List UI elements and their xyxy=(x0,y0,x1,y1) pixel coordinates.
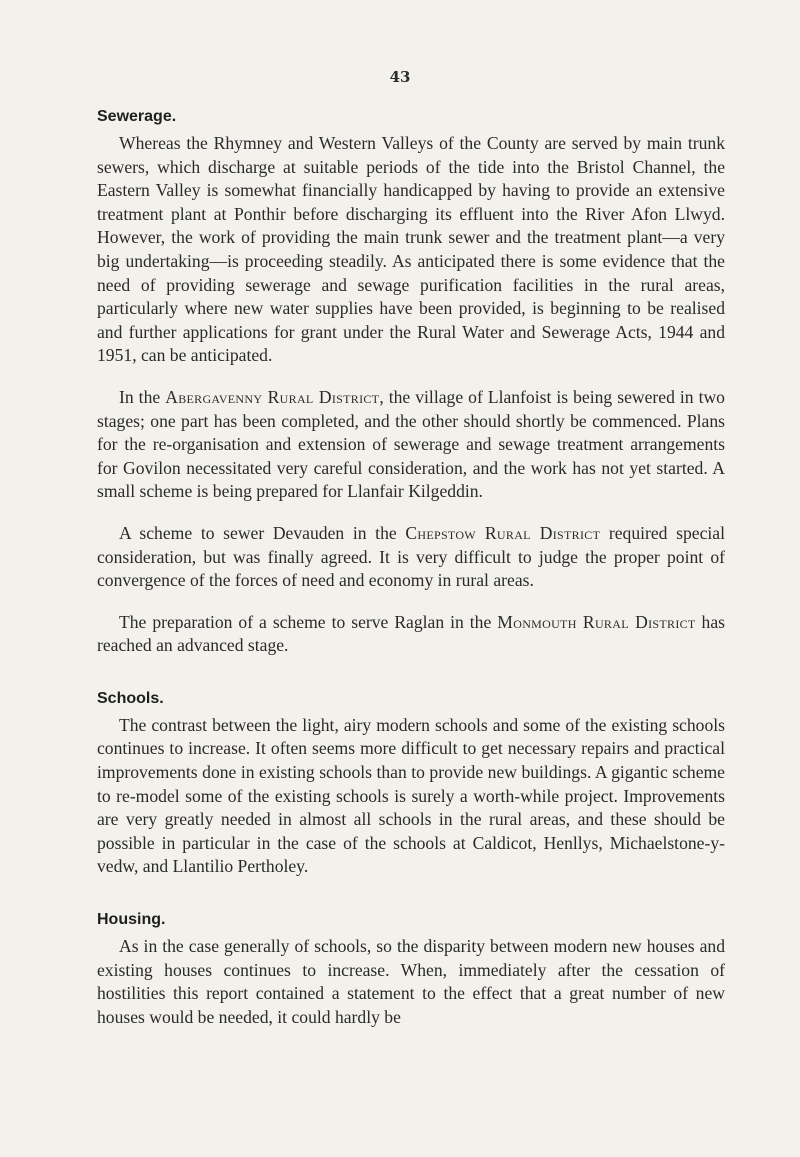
text-run: , the village of Llanfoist is being sewered in two stages; one part has been completed, and the other should shortly be commenced. Plans for the re-organisation and extension of sewerage and sewage treatment arrangements for Govilon necessitated very careful consideration, and the work has not yet started. A small scheme is being prepared for Llanfair Kilgeddin. xyxy=(97,386,725,502)
schools-paragraph-1: The contrast between the light, airy modern schools and some of the existing schools continues to increase. It often seems more difficult to get necessary repairs and practical improvements done in existing schools than to provide new buildings. A gigantic scheme to re-model some of the existing schools is surely a worth-while project. Improvements are very greatly needed in almost all schools in the rural areas, and these should be possible in particular in the case of the schools at Caldicot, Henllys, Michaelstone-y-vedw, and Llantilio Pertholey. xyxy=(97,714,725,877)
sewerage-paragraph-2 xyxy=(97,386,725,504)
text-run: required special consideration, but was finally agreed. It is very difficult to judge the proper point of convergence of the forces of need and economy in rural areas. xyxy=(97,522,725,591)
district-name: Monmouth Rural District xyxy=(497,611,696,632)
district-name: Chepstow Rural District xyxy=(405,522,601,543)
section-heading-schools: Schools. xyxy=(97,689,164,707)
sewerage-paragraph-4 xyxy=(97,611,725,658)
text-run: In the xyxy=(119,386,166,407)
text-run: A scheme to sewer Devauden in the xyxy=(119,522,406,543)
section-housing xyxy=(97,911,725,1029)
text-run: The preparation of a scheme to serve Raglan in the xyxy=(119,611,498,632)
page-content xyxy=(97,108,725,1029)
text-run: has reached an advanced stage. xyxy=(97,611,725,656)
section-heading-housing: Housing. xyxy=(97,911,166,929)
section-sewerage xyxy=(97,108,725,658)
sewerage-paragraph-1: Whereas the Rhymney and Western Valleys of the County are served by main trunk sewers, which discharge at suitable periods of the tide into the Bristol Channel, the Eastern Valley is somewhat financially handicapped by having to provide an extensive treatment plant at Ponthir before discharging its effluent into the River Afon Llwyd. However, the work of providing the main trunk sewer and the treatment plant—a very big undertaking—is proceeding steadily. As anticipated there is some evidence that the need of providing sewerage and sewage purification facilities in the rural areas, particularly where new water supplies have been provided, is beginning to be realised and further applications for grant under the Rural Water and Sewerage Acts, 1944 and 1951, can be anticipated. xyxy=(97,133,725,366)
housing-paragraph-1: As in the case generally of schools, so the disparity between modern new houses and existing houses continues to increase. When, immediately after the cessation of hostilities this report contained a statement to the effect that a great number of new houses would be needed, it could hardly be xyxy=(97,936,725,1027)
section-heading-sewerage: Sewerage. xyxy=(97,108,177,125)
sewerage-paragraph-3 xyxy=(97,522,725,593)
page-number: 43 xyxy=(389,68,411,86)
section-schools xyxy=(97,690,725,879)
district-name: Abergavenny Rural District xyxy=(165,386,380,407)
